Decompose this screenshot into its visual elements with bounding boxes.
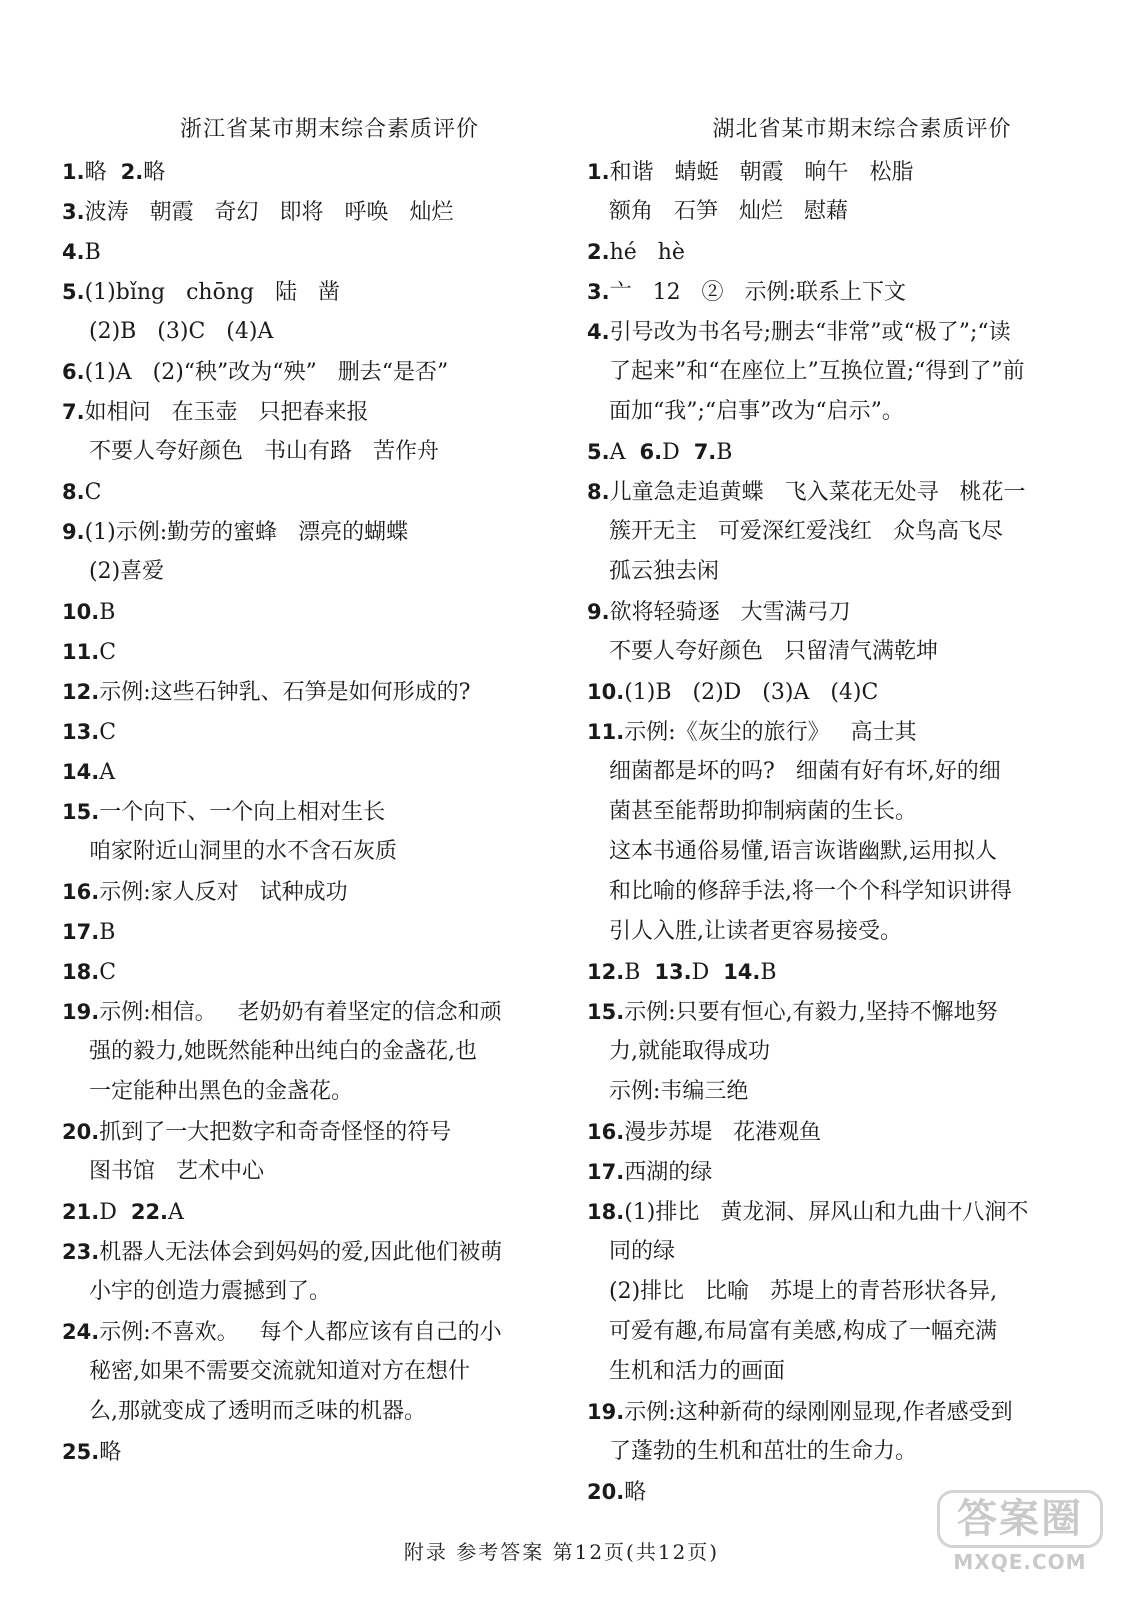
answer-text: 欲将轻骑逐 大雪满弓刀 [609,600,851,625]
question-number: 22. [130,1200,169,1224]
question-number: 11. [62,640,100,664]
answer-line [62,712,557,752]
answer-line [62,1432,557,1472]
answer-continuation [62,1352,557,1392]
answer-continuation [587,552,1077,592]
answer-text: 细菌都是坏的吗? 细菌有好有坏,好的细 [609,759,1001,784]
answer-text: (1)A (2)“秧”改为“殃” 删去“是否” [84,360,449,385]
answer-continuation [587,872,1077,912]
answer-text: 力,就能取得成功 [609,1039,770,1064]
answer-text: 图书馆 艺术中心 [89,1159,264,1184]
answer-continuation [587,1272,1077,1312]
answer-text: B [760,960,777,985]
question-number: 12. [62,680,100,704]
answer-text: A [99,760,116,785]
answer-text: 面加“我”;“启事”改为“启示”。 [609,399,904,424]
answer-line [62,472,557,512]
answer-text: 一定能种出黑色的金盏花。 [89,1079,354,1104]
left-column [62,112,557,1472]
answer-continuation [587,1032,1077,1072]
question-number: 18. [587,1200,625,1224]
answer-line [62,1232,557,1272]
answer-text: 示例:不喜欢。 每个人都应该有自己的小 [99,1320,502,1345]
answer-line [587,232,1077,272]
answer-text: (2)排比 比喻 苏堤上的青苔形状各异, [609,1279,998,1304]
answer-continuation [62,312,557,352]
question-number: 16. [587,1120,625,1144]
question-number: 4. [587,320,610,344]
answer-continuation [62,1032,557,1072]
question-number: 6. [62,360,85,384]
left-answer-list [62,152,557,1472]
answer-text: 示例:家人反对 试种成功 [99,880,348,905]
answer-text: 波涛 朝霞 奇幻 即将 呼唤 灿烂 [84,200,454,225]
answer-text: C [99,640,117,665]
answer-text: 西湖的绿 [624,1160,713,1185]
answer-line [62,352,557,392]
question-number: 4. [62,240,85,264]
answer-text: 略 [143,160,166,185]
answer-text: 额角 石笋 灿烂 慰藉 [609,199,848,224]
question-number: 21. [62,1200,100,1224]
answer-line [62,1112,557,1152]
answer-text: 了蓬勃的生机和茁壮的生命力。 [609,1439,918,1464]
answer-text: 簇开无主 可爱深红爱浅红 众鸟高飞尽 [609,519,1003,544]
question-number: 3. [62,200,85,224]
answer-text: 如相问 在玉壶 只把春来报 [84,400,369,425]
answer-text: 可爱有趣,布局富有美感,构成了一幅充满 [609,1319,997,1344]
answer-line [587,1192,1077,1232]
question-number: 19. [587,1400,625,1424]
question-number: 13. [62,720,100,744]
question-number: 19. [62,1000,100,1024]
answer-line [62,232,557,272]
answer-text: C [99,960,117,985]
answer-text: (2)喜爱 [89,559,165,584]
right-column [587,112,1077,1512]
answer-text: 抓到了一大把数字和奇奇怪怪的符号 [99,1120,452,1145]
question-number: 10. [62,600,100,624]
answer-line [62,672,557,712]
answer-line [587,312,1077,352]
question-number: 16. [62,880,100,904]
answer-line [587,992,1077,1032]
answer-line [62,632,557,672]
answer-text: 强的毅力,她既然能种出纯白的金盏花,也 [89,1039,477,1064]
answer-text: 漫步苏堤 花港观鱼 [624,1120,822,1145]
question-number: 20. [587,1480,625,1504]
answer-line [587,672,1077,712]
answer-text: 示例:这些石钟乳、石笋是如何形成的? [99,680,471,705]
answer-text: C [99,720,117,745]
answer-continuation [62,1152,557,1192]
answer-text: A [168,1200,184,1225]
answer-text: B [99,920,116,945]
answer-text: 同的绿 [609,1239,676,1264]
watermark-text: MXQE.COM [953,1550,1087,1574]
watermark-logo: 答案圈 [937,1490,1103,1548]
page-footer: 附录 参考答案 第12页(共12页) [403,1540,720,1564]
answer-text: 示例:相信。 老奶奶有着坚定的信念和顽 [99,1000,502,1025]
answer-text: 一个向下、一个向上相对生长 [99,800,386,825]
question-number: 5. [587,440,610,464]
answer-text: B [624,960,655,985]
question-number: 10. [587,680,625,704]
answer-continuation [587,1432,1077,1472]
question-number: 1. [62,160,85,184]
answer-text: 略 [624,1480,647,1505]
answer-text: (2)B (3)C (4)A [89,319,274,344]
answer-text: 机器人无法体会到妈妈的爱,因此他们被萌 [99,1240,503,1265]
answer-continuation [587,752,1077,792]
answer-continuation [587,1232,1077,1272]
question-number: 20. [62,1120,100,1144]
answer-text: 示例:这种新荷的绿刚刚显现,作者感受到 [624,1400,1013,1425]
answer-text: 略 [99,1440,122,1465]
answer-text: (1)B (2)D (3)A (4)C [624,680,879,705]
question-number: 24. [62,1320,100,1344]
question-number: 6. [639,440,663,464]
question-number: 7. [62,400,85,424]
question-number: 13. [654,960,692,984]
question-number: 11. [587,720,625,744]
answer-text: 孤云独去闲 [609,559,720,584]
answer-line [62,152,557,192]
answer-line [62,392,557,432]
answer-continuation [62,552,557,592]
answer-text: 引号改为书名号;删去“非常”或“极了”;“读 [609,320,1011,345]
answer-text: 这本书通俗易懂,语言诙谐幽默,运用拟人 [609,839,997,864]
answer-line [62,272,557,312]
answer-line [62,512,557,552]
answer-line [587,472,1077,512]
question-number: 14. [723,960,761,984]
answer-line [587,272,1077,312]
answer-text: B [84,240,101,265]
right-section-title: 湖北省某市期末综合素质评价 [712,117,1012,142]
answer-text: 生机和活力的画面 [609,1359,786,1384]
answer-text: A [609,440,640,465]
answer-text: D [662,440,694,465]
answer-text: 不要人夸好颜色 书山有路 苦作舟 [89,439,439,464]
answer-continuation [587,1352,1077,1392]
answer-continuation [62,1272,557,1312]
answer-line [587,152,1077,192]
question-number: 15. [62,800,100,824]
answer-text: 了起来”和“在座位上”互换位置;“得到了”前 [609,359,1025,384]
question-number: 9. [587,600,610,624]
answer-text: 和谐 蜻蜓 朝霞 晌午 松脂 [609,160,914,185]
answer-line [62,992,557,1032]
answer-line [587,592,1077,632]
question-number: 9. [62,520,85,544]
answer-text: B [716,440,733,465]
answer-line [62,752,557,792]
question-number: 1. [587,160,610,184]
answer-line [62,912,557,952]
answer-text: 咱家附近山洞里的水不含石灰质 [89,839,398,864]
watermark [935,1490,1105,1590]
question-number: 3. [587,280,610,304]
answer-text: 菌甚至能帮助抑制病菌的生长。 [609,799,918,824]
answer-continuation [587,512,1077,552]
answer-text: (1)bǐng chōng 陆 凿 [84,280,341,305]
answer-continuation [587,832,1077,872]
question-number: 14. [62,760,100,784]
answer-continuation [587,192,1077,232]
question-number: 7. [693,440,717,464]
answer-text: 不要人夸好颜色 只留清气满乾坤 [609,639,938,664]
question-number: 15. [587,1000,625,1024]
question-number: 25. [62,1440,100,1464]
answer-text: C [84,480,102,505]
answer-line [62,792,557,832]
question-number: 18. [62,960,100,984]
question-number: 8. [587,480,610,504]
answer-text: 引人入胜,让读者更容易接受。 [609,919,902,944]
answer-text: 小宇的创造力震撼到了。 [89,1279,332,1304]
answer-line [62,952,557,992]
answer-continuation [62,1072,557,1112]
answer-continuation [587,1312,1077,1352]
answer-line [62,1312,557,1352]
answer-text: D [99,1200,131,1225]
answer-continuation [587,392,1077,432]
answer-text: (1)排比 黄龙洞、屏风山和九曲十八涧不 [624,1200,1029,1225]
answer-continuation [62,1392,557,1432]
question-number: 2. [587,240,610,264]
right-answer-list [587,152,1077,1512]
answer-continuation [62,432,557,472]
answer-text: 么,那就变成了透明而乏味的机器。 [89,1399,426,1424]
answer-continuation [587,912,1077,952]
question-number: 17. [62,920,100,944]
answer-line [62,1192,557,1232]
question-number: 2. [120,160,144,184]
answer-continuation [587,352,1077,392]
answer-line [587,712,1077,752]
answer-text: 儿童急走追黄蝶 飞入菜花无处寻 桃花一 [609,480,1026,505]
answer-text: 亠 12 ② 示例:联系上下文 [609,280,906,305]
answer-text: 和比喻的修辞手法,将一个个科学知识讲得 [609,879,1012,904]
answer-line [587,1112,1077,1152]
answer-line [62,192,557,232]
answer-text: hé hè [609,240,685,265]
answer-continuation [587,1072,1077,1112]
answer-text: 示例:只要有恒心,有毅力,坚持不懈地努 [624,1000,998,1025]
answer-line [62,872,557,912]
answer-line [62,592,557,632]
answer-text: 示例:韦编三绝 [609,1079,749,1104]
answer-continuation [587,792,1077,832]
answer-text: D [691,960,724,985]
answer-text: (1)示例:勤劳的蜜蜂 漂亮的蝴蝶 [84,520,409,545]
answer-text: 示例:《灰尘的旅行》 高士其 [624,720,917,745]
question-number: 12. [587,960,625,984]
left-section-title: 浙江省某市期末综合素质评价 [179,117,479,142]
question-number: 23. [62,1240,100,1264]
answer-line [587,952,1077,992]
answer-text: B [99,600,116,625]
answer-text: 略 [84,160,121,185]
question-number: 5. [62,280,85,304]
answer-continuation [587,632,1077,672]
answer-text: 秘密,如果不需要交流就知道对方在想什 [89,1359,470,1384]
answer-line [587,1152,1077,1192]
answer-line [587,1392,1077,1432]
question-number: 8. [62,480,85,504]
answer-continuation [62,832,557,872]
question-number: 17. [587,1160,625,1184]
answer-line [587,432,1077,472]
